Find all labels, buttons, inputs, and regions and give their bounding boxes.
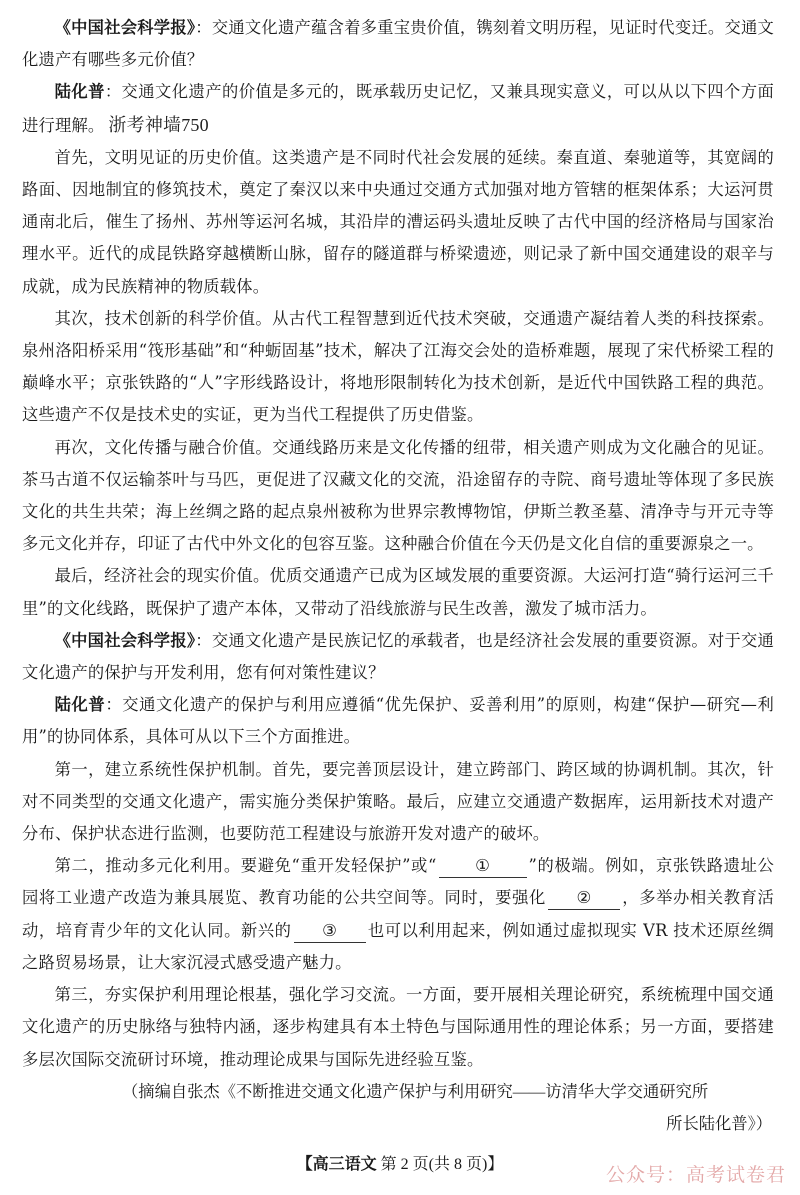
point-2-text-c: ，多举办相关教育活动，培育青少年的文化认同。新兴的 <box>22 888 774 940</box>
question-2 <box>22 625 774 689</box>
question-2-text: ：交通文化遗产是民族记忆的承载者，也是经济社会发展的重要资源。对于交通文化遗产的保护与开发利用，您有何对策性建议？ <box>22 630 774 683</box>
corner-watermark: 公众号：高考试卷君 <box>605 1164 786 1186</box>
answer-2-point-3: 第三，夯实保护利用理论根基，强化学习交流。一方面，要开展相关理论研究，系统梳理中国交通文化遗产的历史脉络与独特内涵，逐步构建具有本土特色与国际通用性的理论体系；另一方面，要搭建多层次国际交流研讨环境，推动理论成果与国际先进经验互鉴。 <box>22 985 774 1069</box>
answer-1-point-1: 首先，文明见证的历史价值。这类遗产是不同时代社会发展的延续。秦直道、秦驰道等，其宽阔的路面、因地制宜的修筑技术，奠定了秦汉以来中央通过交通方式加强对地方管辖的框架体系；大运河贯通南北后，催生了扬州、苏州等运河名城，其沿岸的漕运码头遗址反映了古代中国的经济格局与国家治理水平。近代的成昆铁路穿越横断山脉，留存的隧道群与桥梁遗迹，则记录了新中国交通建设的艰辛与成就，成为民族精神的物质载体。 <box>22 147 774 296</box>
point-2-text-a: 第二，推动多元化利用。要避免“重开发轻保护”或“ <box>54 856 437 876</box>
fill-blank-3: ③ <box>294 920 366 943</box>
answer-2-point-2 <box>22 850 774 979</box>
interviewee-label: 陆化普 <box>54 82 105 102</box>
source-citation-line-1: （摘编自张杰《不断推进交通文化遗产保护与利用研究——访清华大学交通研究所 <box>122 1081 709 1101</box>
interviewee-label: 陆化普 <box>54 695 106 715</box>
question-1 <box>22 12 774 76</box>
answer-1-point-2: 其次，技术创新的科学价值。从古代工程智慧到近代技术突破，交通遗产凝结着人类的科技探索。泉州洛阳桥采用“筏形基础”和“种蛎固基”技术，解决了江海交会处的造桥难题，展现了宋代桥梁工程的巅峰水平；京张铁路的“人”字形线路设计，将地形限制转化为技术创新，是近代中国铁路工程的典范。这些遗产不仅是技术史的实证，更为当代工程提供了历史借鉴。 <box>22 308 774 425</box>
inline-watermark: 浙考神墙750 <box>108 114 209 135</box>
question-1-text: ：交通文化遗产蕴含着多重宝贵价值，镌刻着文明历程，见证时代变迁。交通文化遗产有哪些多元价值？ <box>22 18 774 70</box>
answer-1-text: ：交通文化遗产的价值是多元的，既承载历史记忆，又兼具现实意义，可以从以下四个方面进行理解。 <box>22 82 774 135</box>
answer-2 <box>22 689 774 753</box>
fill-blank-1: ① <box>439 855 527 878</box>
answer-1-point-3: 再次，文化传播与融合价值。交通线路历来是文化传播的纽带，相关遗产则成为文化融合的见证。茶马古道不仅运输茶叶与马匹，更促进了汉藏文化的交流，沿途留存的寺院、商号遗址等体现了多民族文化的共生共荣；海上丝绸之路的起点泉州被称为世界宗教博物馆，伊斯兰教圣墓、清净寺与开元寺等多元文化并存，印证了古代中外文化的包容互鉴。这种融合价值在今天仍是文化自信的重要源泉之一。 <box>22 437 774 554</box>
fill-blank-2: ② <box>548 887 620 910</box>
answer-1-point-4: 最后，经济社会的现实价值。优质交通遗产已成为区域发展的重要资源。大运河打造“骑行运河三千里”的文化线路，既保护了遗产本体，又带动了沿线旅游与民生改善，激发了城市活力。 <box>22 566 774 618</box>
footer-page-number: 第 2 页(共 8 页)】 <box>380 1156 504 1173</box>
answer-2-text: ：交通文化遗产的保护与利用应遵循“优先保护、妥善利用”的原则，构建“保护—研究—利用”的协同体系，具体可从以下三个方面推进。 <box>22 695 774 747</box>
source-citation-line-2: 所长陆化普》） <box>666 1113 772 1133</box>
point-2-text-d: 也可以利用起来，例如通过虚拟现实 VR 技术还原丝绸之路贸易场景，让大家沉浸式感受遗产魅力。 <box>22 920 774 972</box>
interviewer-label: 《中国社会科学报》 <box>54 630 196 650</box>
footer-subject: 【高三语文 <box>296 1156 377 1173</box>
interviewer-label: 《中国社会科学报》 <box>54 18 196 37</box>
answer-1 <box>22 76 774 141</box>
answer-2-point-1: 第一，建立系统性保护机制。首先，要完善顶层设计，建立跨部门、跨区域的协调机制。其次，针对不同类型的交通文化遗产，需实施分类保护策略。最后，应建立交通遗产数据库，运用新技术对遗产分布、保护状态进行监测，也要防范工程建设与旅游开发对遗产的破坏。 <box>22 759 774 844</box>
point-2-text-b: ”的极端。例如，京张铁路遗址公园将工业遗产改造为兼具展览、教育功能的公共空间等。同时，要强化 <box>22 856 775 908</box>
